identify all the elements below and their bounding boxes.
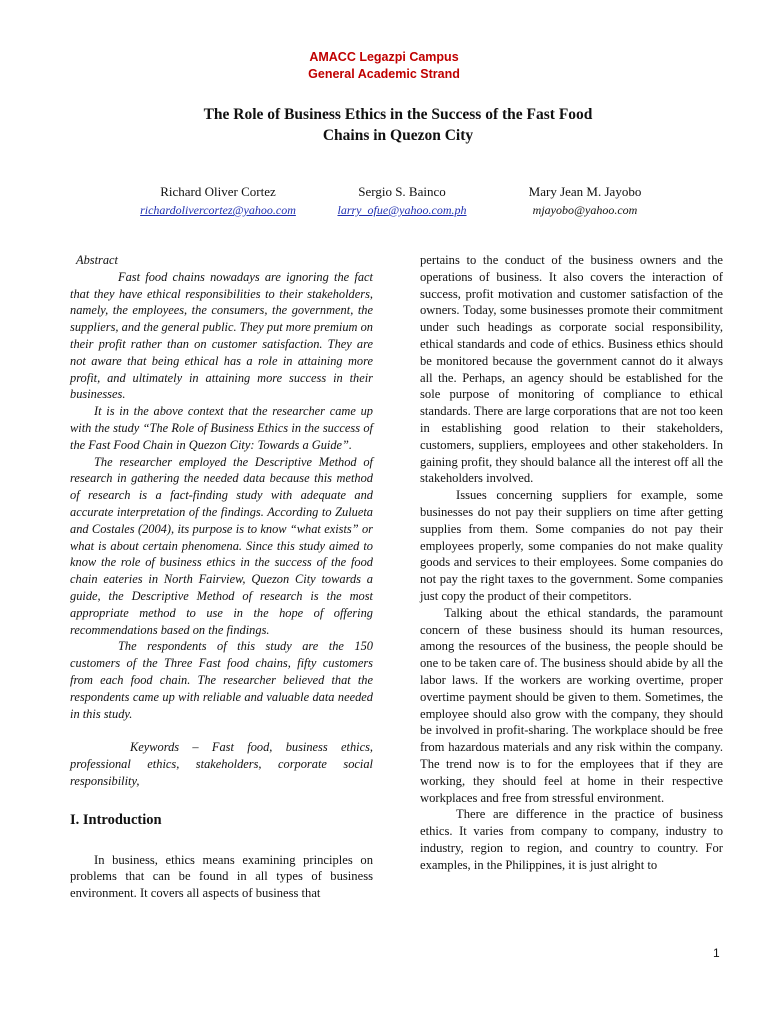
- author-name: Richard Oliver Cortez: [160, 184, 276, 199]
- body-paragraph: Talking about the ethical standards, the paramount concern of these business should its human resources, among the resources of the business, the people should be one to be taken care of. The business should abide by all the labor laws. If the workers are working overtime, proper overtime payment should be given to them. Sometimes, the employee should also grow with the company, they should be involved in profit-sharing. The workplace should be free from hazardous materials and any risk within the company. The trend now is to for the employees that if they are working, they should feel at home in their respective workplaces and free from stressful environment.: [420, 605, 723, 805]
- body-paragraph: There are difference in the practice of business ethics. It varies from company to company, industry to industry, region to region, and country to country. For examples, in the Philippines, it is just alright to: [420, 807, 723, 872]
- abstract-paragraph: The respondents of this study are the 150 customers of the Three Fast food chains, fifty customers from each food chain. The researcher believed that the respondents came up with reliable and valuable data needed in this study.: [70, 639, 373, 721]
- institution-name: AMACC Legazpi Campus: [309, 50, 459, 64]
- author-email: mjayobo@yahoo.com: [532, 203, 638, 217]
- section-heading-introduction: I. Introduction: [70, 811, 162, 828]
- left-column: [70, 252, 373, 902]
- paper-title-line-2: Chains in Quezon City: [322, 127, 474, 144]
- author-email-link[interactable]: larry_ofue@yahoo.com.ph: [337, 203, 467, 217]
- author-name: Mary Jean M. Jayobo: [528, 184, 642, 199]
- body-paragraph: pertains to the conduct of the business owners and the operations of business. It also covers the interaction of success, profit motivation and customer satisfaction of the owners. Today, some businesses promote their commitment under such headings as corporate social responsibility, ethical standards and code of ethics. Business ethics should be monitored because the government cannot do it always all the. Perhaps, an agency should be established for the sole purpose of monitoring of compliance to ethical standards. There are large corporations that are not too keen in establishing good relation to their stakeholders, customers, suppliers, employees and other stakeholders. In gaining profit, they should balance all the interest off all the stakeholders involved.: [420, 253, 723, 486]
- abstract-paragraph: Fast food chains nowadays are ignoring the fact that they have ethical responsibilities to their stakeholders, namely, the employees, the consumers, the government, the suppliers, and the general public. They put more premium on their profit rather than on customer satisfaction. They are not aware that being ethical has a role in attaining more profit, and ultimately in attaining more success in their businesses.: [70, 269, 373, 402]
- page-number: 1: [713, 946, 720, 960]
- strand-name: General Academic Strand: [308, 67, 460, 81]
- abstract-paragraph: The researcher employed the Descriptive Method of research in gathering the needed data because this method of research is a fact-finding study with adequate and accurate interpretation of the findings. According to Zulueta and Costales (2004), its purpose is to know “what exists” or what is about certain phenomena. Since this study aimed to know the role of business ethics in the success of the food chain eateries in North Fairview, Quezon City towards a guide, the Descriptive Method of research is the most appropriate method to use in the hope of offering recommendations based on the findings.: [70, 454, 373, 637]
- body-paragraph: Issues concerning suppliers for example, some businesses do not pay their suppliers on time after getting supplies from them. Some companies do not pay their employees properly, some companies do not make quality goods and services to their employees. Some companies do not pay the right taxes to the government. Some companies just copy the product of their competitors.: [420, 488, 723, 603]
- abstract-label: Abstract: [76, 253, 118, 267]
- author-email-link[interactable]: richardolivercortez@yahoo.com: [140, 203, 296, 217]
- author-block: [465, 184, 705, 218]
- author-name: Sergio S. Bainco: [358, 184, 446, 199]
- paper-title-line-1: The Role of Business Ethics in the Success of the Fast Food: [203, 106, 593, 123]
- keywords: Keywords – Fast food, business ethics, professional ethics, stakeholders, corporate social responsibility,: [70, 740, 373, 788]
- abstract-paragraph: It is in the above context that the researcher came up with the study “The Role of Business Ethics in the success of the Fast Food Chain in Quezon City: Towards a Guide”.: [70, 404, 373, 452]
- introduction-paragraph: In business, ethics means examining principles on problems that can be found in all types of business environment. It covers all aspects of business that: [70, 852, 373, 901]
- right-column: [420, 252, 723, 873]
